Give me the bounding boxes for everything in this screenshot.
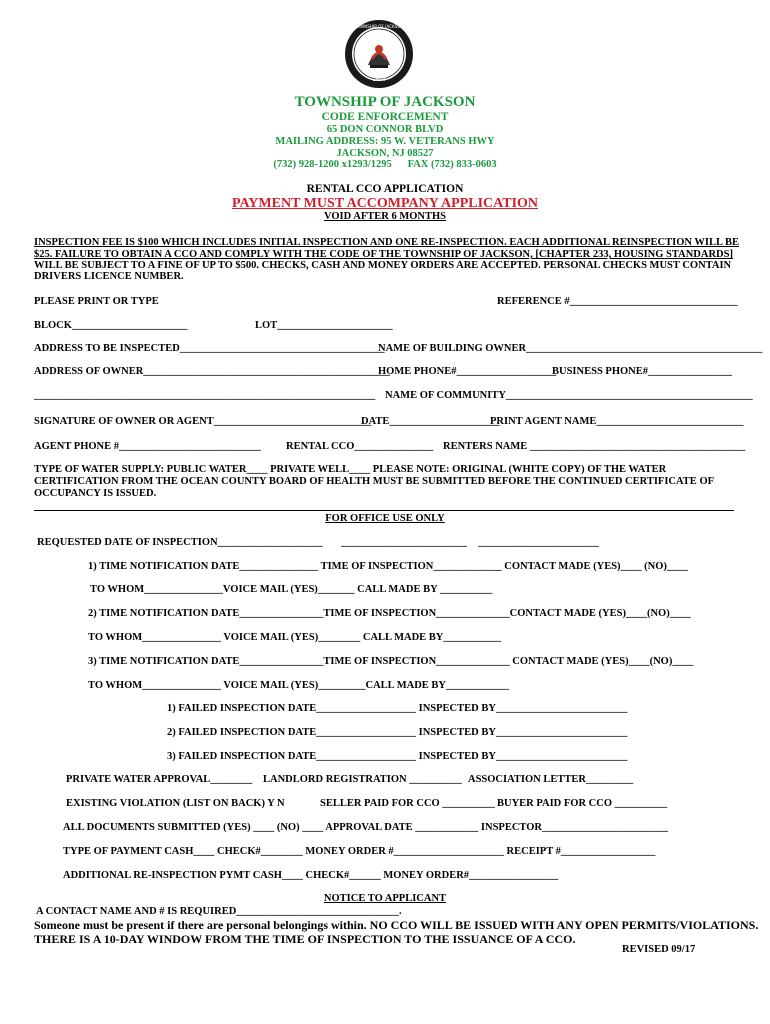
form-title: RENTAL CCO APPLICATION: [306, 183, 464, 195]
to-whom-row-1[interactable]: TO WHOM_______________VOICE MAIL (YES)_______ CALL MADE BY __________: [90, 584, 493, 595]
office-use-heading: FOR OFFICE USE ONLY: [325, 513, 445, 524]
payment-type-row[interactable]: TYPE OF PAYMENT CASH____ CHECK#________ MONEY ORDER #_____________________ RECEIPT #__________________: [63, 846, 656, 857]
street-address: 65 DON CONNOR BLVD: [326, 124, 444, 135]
phone-fax-line: [0, 159, 770, 170]
notice-line-2: THERE IS A 10-DAY WINDOW FROM THE TIME OF INSPECTION TO THE ISSUANCE OF A CCO.: [34, 932, 576, 946]
private-water-approval-field[interactable]: PRIVATE WATER APPROVAL________: [66, 774, 253, 785]
lot-field[interactable]: LOT______________________: [255, 320, 393, 331]
business-phone-field[interactable]: BUSINESS PHONE#________________: [552, 366, 732, 377]
failed-inspection-row-2[interactable]: 2) FAILED INSPECTION DATE___________________ INSPECTED BY_________________________: [167, 727, 628, 738]
water-supply-line-1[interactable]: TYPE OF WATER SUPPLY: PUBLIC WATER____ PRIVATE WELL____ PLEASE NOTE: ORIGINAL (WHITE COPY) OF THE WATER: [34, 464, 667, 475]
address-continuation-field[interactable]: _________________________________________________________________: [34, 390, 376, 401]
section-divider: [34, 510, 734, 511]
department-name: CODE ENFORCEMENT: [321, 111, 449, 123]
notification-row-3[interactable]: 3) TIME NOTIFICATION DATE________________TIME OF INSPECTION______________ CONTACT MADE (YES)____(NO)____: [88, 656, 694, 667]
township-name: TOWNSHIP OF JACKSON: [294, 94, 476, 110]
mailing-address: MAILING ADDRESS: 95 W. VETERANS HWY: [275, 136, 495, 147]
address-inspected-field[interactable]: ADDRESS TO BE INSPECTED_______________________________________: [34, 343, 385, 354]
fee-line-2: $25. FAILURE TO OBTAIN A CCO AND COMPLY WITH THE CODE OF THE TOWNSHIP OF JACKSON, [CHAPTER 233, HOUSING STANDARDS]: [34, 249, 733, 260]
community-field[interactable]: NAME OF COMMUNITY_______________________________________________: [385, 390, 753, 401]
requested-date-field[interactable]: REQUESTED DATE OF INSPECTION____________________: [37, 537, 323, 548]
notification-row-1[interactable]: 1) TIME NOTIFICATION DATE_______________ TIME OF INSPECTION_____________ CONTACT MADE (YES)____ (NO)____: [88, 561, 688, 572]
fee-line-3: WILL BE SUBJECT TO A FINE OF UP TO $500. CHECKS, CASH AND MONEY ORDERS ARE ACCEPTED. PERSONAL CHECKS MUST CONTAIN: [34, 260, 732, 271]
notice-line-1: Someone must be present if there are personal belongings within. NO CCO WILL BE ISSUED WITH ANY OPEN PERMITS/VIOLATIONS.: [34, 918, 759, 932]
water-supply-line-2: CERTIFICATION FROM THE OCEAN COUNTY BOARD OF HEALTH MUST BE SUBMITTED BEFORE THE CONTINUED CERTIFICATE OF: [34, 476, 715, 487]
revised-date: REVISED 09/17: [622, 944, 696, 955]
fee-line-1: INSPECTION FEE IS $100 WHICH INCLUDES INITIAL INSPECTION AND ONE RE-INSPECTION. EACH ADDITIONAL REINSPECTION WILL BE: [34, 237, 740, 248]
landlord-registration-field[interactable]: LANDLORD REGISTRATION __________: [263, 774, 462, 785]
to-whom-row-2[interactable]: TO WHOM_______________ VOICE MAIL (YES)________ CALL MADE BY___________: [88, 632, 502, 643]
failed-inspection-row-1[interactable]: 1) FAILED INSPECTION DATE___________________ INSPECTED BY_________________________: [167, 703, 628, 714]
fee-line-4: DRIVERS LICENCE NUMBER.: [34, 271, 184, 282]
seller-paid-field[interactable]: SELLER PAID FOR CCO __________: [320, 798, 495, 809]
void-notice: VOID AFTER 6 MONTHS: [323, 211, 446, 222]
phone-number: (732) 928-1200 x1293/1295: [273, 159, 392, 170]
payment-notice: PAYMENT MUST ACCOMPANY APPLICATION: [231, 196, 539, 211]
print-agent-name-field[interactable]: PRINT AGENT NAME____________________________: [490, 416, 744, 427]
notice-heading: NOTICE TO APPLICANT: [323, 893, 447, 904]
contact-required-field[interactable]: A CONTACT NAME AND # IS REQUIRED_______________________________.: [36, 906, 402, 917]
agent-phone-field[interactable]: AGENT PHONE #___________________________: [34, 441, 261, 452]
reference-field[interactable]: REFERENCE #________________________________: [497, 296, 738, 307]
requested-blank-2[interactable]: _______________________: [478, 537, 599, 548]
additional-reinspection-row[interactable]: ADDITIONAL RE-INSPECTION PYMT CASH____ CHECK#______ MONEY ORDER#_________________: [63, 870, 559, 881]
signature-field[interactable]: SIGNATURE OF OWNER OR AGENT______________________________: [34, 416, 372, 427]
rental-cco-field[interactable]: RENTAL CCO_______________: [286, 441, 434, 452]
existing-violation-field[interactable]: EXISTING VIOLATION (LIST ON BACK) Y N: [66, 798, 285, 809]
date-field[interactable]: DATE_____________________: [361, 416, 500, 427]
building-owner-field[interactable]: NAME OF BUILDING OWNER_____________________________________________: [378, 343, 763, 354]
seal-ring-text: TOWNSHIP OF JACKSON: [354, 24, 404, 29]
association-letter-field[interactable]: ASSOCIATION LETTER_________: [468, 774, 634, 785]
address-owner-field[interactable]: ADDRESS OF OWNER_______________________________________________: [34, 366, 391, 377]
home-phone-field[interactable]: HOME PHONE#___________________: [378, 366, 557, 377]
water-supply-line-3: OCCUPANCY IS ISSUED.: [34, 488, 157, 499]
block-field[interactable]: BLOCK______________________: [34, 320, 188, 331]
buyer-paid-field[interactable]: BUYER PAID FOR CCO __________: [497, 798, 668, 809]
to-whom-row-3[interactable]: TO WHOM_______________ VOICE MAIL (YES)_________CALL MADE BY____________: [88, 680, 509, 691]
failed-inspection-row-3[interactable]: 3) FAILED INSPECTION DATE___________________ INSPECTED BY_________________________: [167, 751, 628, 762]
all-documents-row[interactable]: ALL DOCUMENTS SUBMITTED (YES) ____ (NO) ____ APPROVAL DATE ____________ INSPECTOR________________________: [63, 822, 668, 833]
township-seal: [344, 19, 414, 89]
requested-blank-1[interactable]: ________________________: [341, 537, 467, 548]
fax-number: FAX (732) 833-0603: [407, 159, 497, 170]
notification-row-2[interactable]: 2) TIME NOTIFICATION DATE________________TIME OF INSPECTION______________CONTACT MADE (YES)____(NO)____: [88, 608, 691, 619]
city-state-zip: JACKSON, NJ 08527: [336, 148, 434, 159]
print-or-type-label: PLEASE PRINT OR TYPE: [34, 296, 159, 307]
seal-year: 1844: [372, 77, 386, 83]
renters-name-field[interactable]: RENTERS NAME _________________________________________: [443, 441, 746, 452]
